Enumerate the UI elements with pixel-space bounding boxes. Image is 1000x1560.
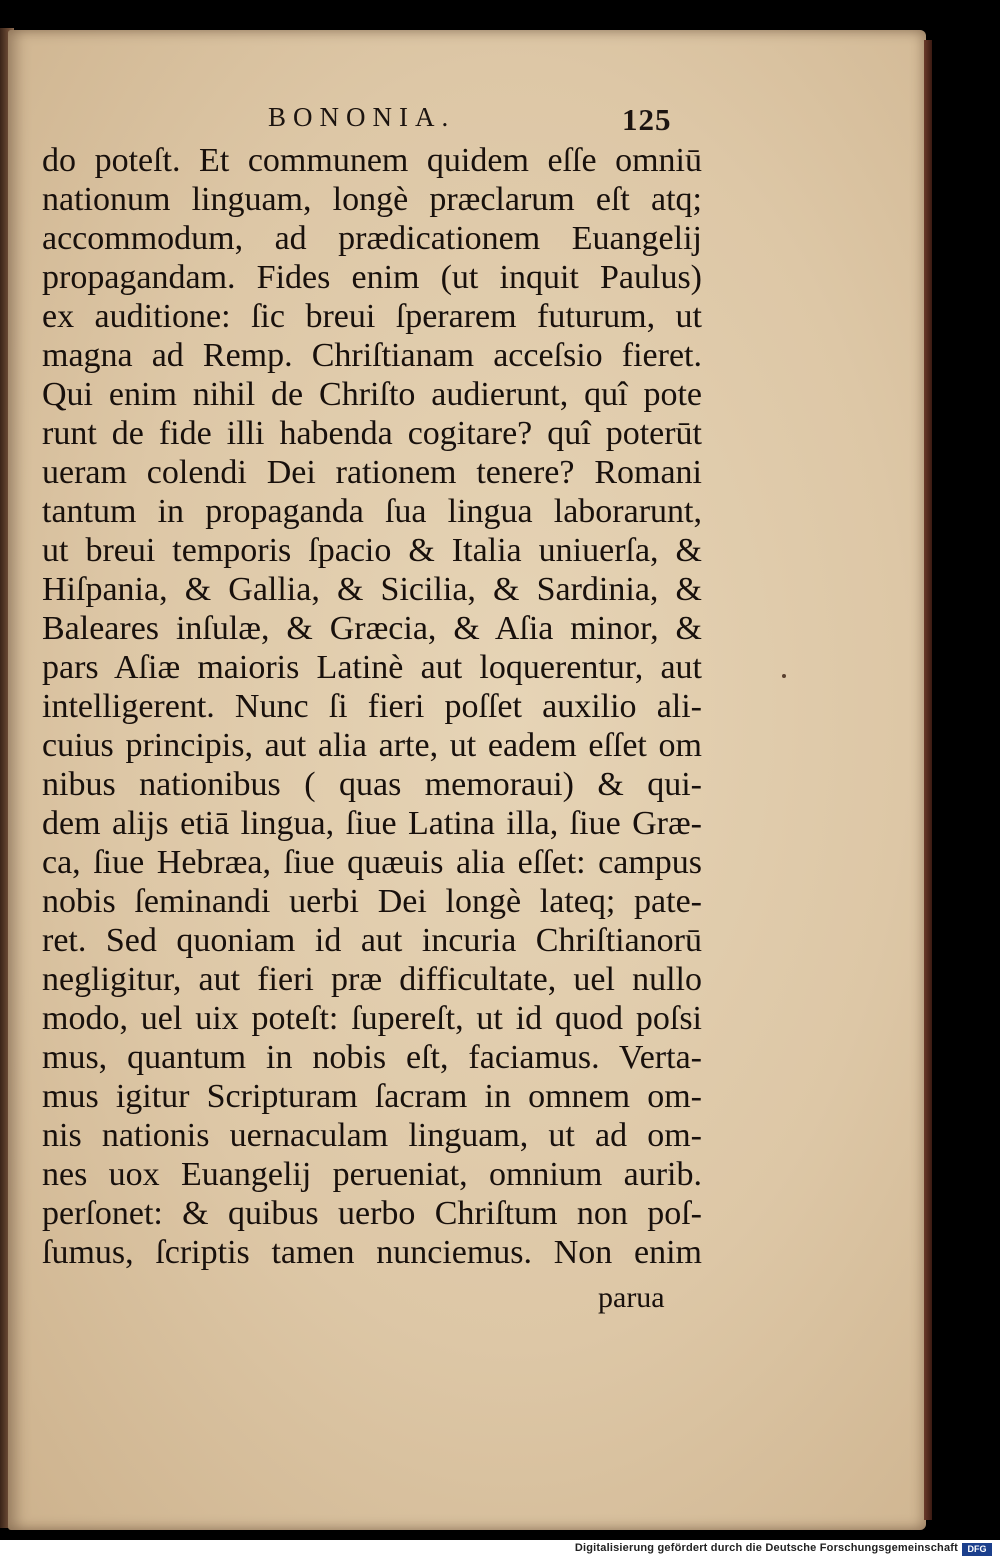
text-line: pars Aſiæ maioris Latinè aut loquerentur, aut	[42, 649, 702, 686]
text-line: Baleares inſulæ, & Græcia, & Aſia minor, &	[42, 610, 702, 647]
text-line: do poteſt. Et communem quidem eſſe omniū	[42, 142, 702, 179]
text-line: Qui enim nihil de Chriſto audierunt, quî pote	[42, 376, 702, 413]
text-line: runt de fide illi habenda cogitare? quî poterūt	[42, 415, 702, 452]
text-line: propagandam. Fides enim (ut inquit Paulus)	[42, 259, 702, 296]
text-line: intelligerent. Nunc ſi fieri poſſet auxilio ali-	[42, 688, 702, 725]
footer-bar	[0, 1540, 1000, 1560]
text-line: negligitur, aut fieri præ difficultate, uel nullo	[42, 961, 702, 998]
page-number: 125	[622, 102, 672, 137]
footer-credit: Digitalisierung gefördert durch die Deutsche Forschungsgemeinschaft	[574, 1542, 958, 1554]
text-line: mus, quantum in nobis eſt, faciamus. Verta-	[42, 1039, 702, 1076]
text-line: nis nationis uernaculam linguam, ut ad om-	[42, 1117, 702, 1154]
text-line: cuius principis, aut alia arte, ut eadem eſſet om	[42, 727, 702, 764]
text-line: ueram colendi Dei rationem tenere? Romani	[42, 454, 702, 491]
text-line: mus igitur Scripturam ſacram in omnem om-	[42, 1078, 702, 1115]
text-line: ex auditione: ſic breui ſperarem futurum, ut	[42, 298, 702, 335]
text-line: nationum linguam, longè præclarum eſt atq;	[42, 181, 702, 218]
running-head-title: BONONIA.	[268, 102, 456, 132]
text-line: modo, uel uix poteſt: ſupereſt, ut id quod poſsi	[42, 1000, 702, 1037]
catchword: parua	[598, 1281, 665, 1314]
dfg-logo-icon: DFG	[962, 1543, 992, 1556]
paper-speck	[782, 674, 786, 678]
text-line: tantum in propaganda ſua lingua laborarunt,	[42, 493, 702, 530]
text-line: dem alijs etiā lingua, ſiue Latina illa, ſiue Græ-	[42, 805, 702, 842]
text-line: ſumus, ſcriptis tamen nunciemus. Non enim	[42, 1234, 702, 1271]
text-line: magna ad Remp. Chriſtianam acceſsio fieret.	[42, 337, 702, 374]
body-text	[42, 141, 702, 1272]
text-line: ut breui temporis ſpacio & Italia uniuerſa, &	[42, 532, 702, 569]
text-line: Hiſpania, & Gallia, & Sicilia, & Sardinia, &	[42, 571, 702, 608]
text-line: perſonet: & quibus uerbo Chriſtum non poſ-	[42, 1195, 702, 1232]
page-fore-edge	[924, 40, 932, 1520]
text-line: nobis ſeminandi uerbi Dei longè lateq; pate-	[42, 883, 702, 920]
text-line: ca, ſiue Hebræa, ſiue quæuis alia eſſet: campus	[42, 844, 702, 881]
text-line: ret. Sed quoniam id aut incuria Chriſtianorū	[42, 922, 702, 959]
text-line: accommodum, ad prædicationem Euangelij	[42, 220, 702, 257]
text-line: nibus nationibus ( quas memoraui) & qui-	[42, 766, 702, 803]
text-line: nes uox Euangelij perueniat, omnium aurib.	[42, 1156, 702, 1193]
